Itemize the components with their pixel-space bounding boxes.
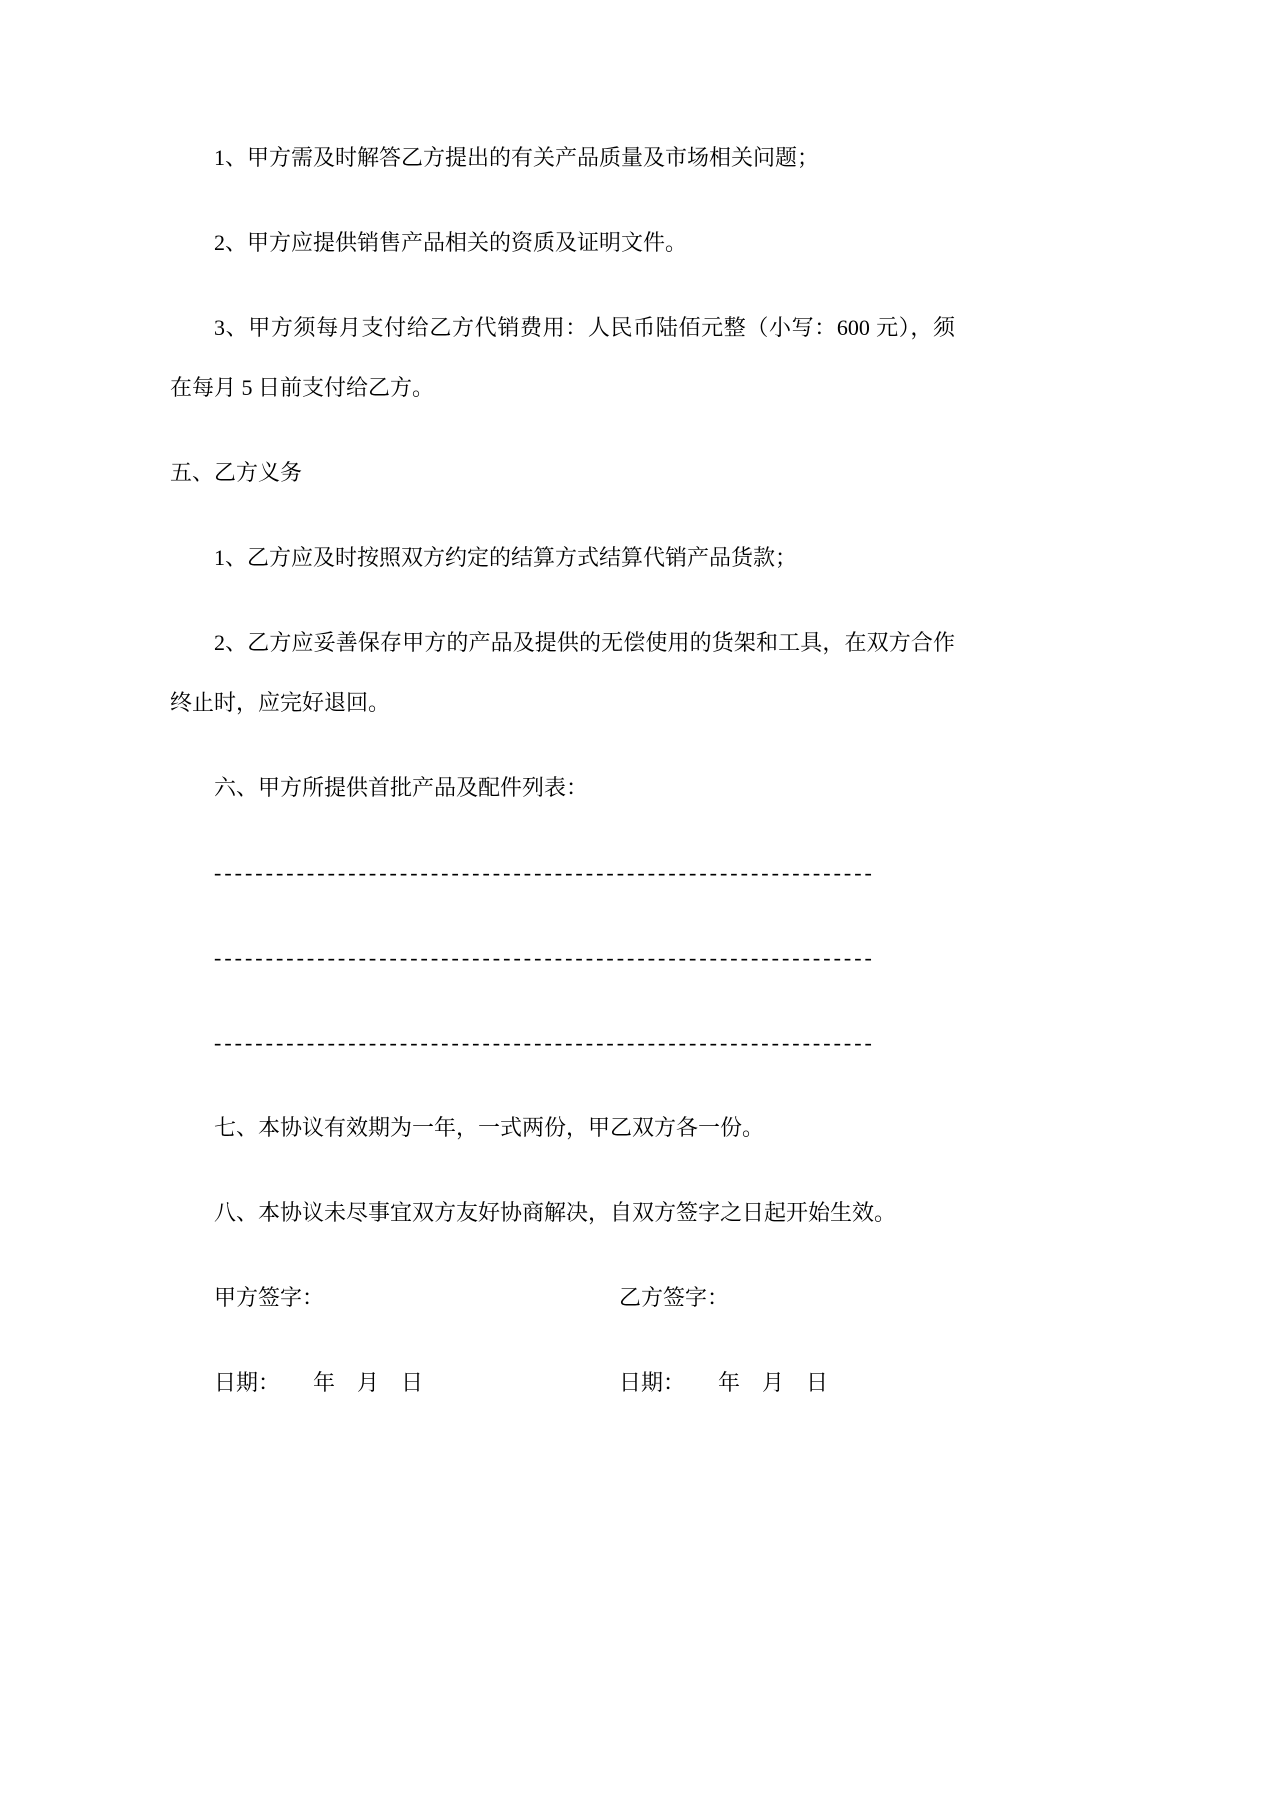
party-a-date-label: 日期： 年 月 日: [214, 1370, 424, 1395]
section-7-clause: 七、本协议有效期为一年，一式两份，甲乙双方各一份。: [214, 1115, 765, 1140]
party-a-signature-label: 甲方签字：: [214, 1285, 325, 1310]
signature-labels-row: [170, 1268, 1120, 1328]
section-8-clause: 八、本协议未尽事宜双方友好协商解决，自双方签字之日起开始生效。: [214, 1200, 897, 1225]
section-5-heading: 五、乙方义务: [170, 460, 303, 485]
clause-party-b-obligation-2: 2、乙方应妥善保存甲方的产品及提供的无偿使用的货架和工具，在双方合作终止时，应完好退回。: [170, 630, 955, 715]
clause-party-a-obligation-1: 1、甲方需及时解答乙方提出的有关产品质量及市场相关问题；: [214, 145, 820, 170]
section-6-heading: 六、甲方所提供首批产品及配件列表：: [214, 775, 589, 800]
party-b-date-label: 日期： 年 月 日: [619, 1370, 829, 1395]
signature-dates-row: [170, 1353, 1120, 1413]
fill-in-blank-line-2: ----------------------------------------------------------------: [214, 945, 875, 970]
clause-party-a-obligation-2: 2、甲方应提供销售产品相关的资质及证明文件。: [214, 230, 688, 255]
clause-party-b-obligation-1: 1、乙方应及时按照双方约定的结算方式结算代销产品货款；: [214, 545, 798, 570]
party-b-signature-label: 乙方签字：: [619, 1285, 730, 1310]
fill-in-blank-line-1: ----------------------------------------------------------------: [214, 860, 875, 885]
clause-party-a-obligation-3: 3、甲方须每月支付给乙方代销费用：人民币陆佰元整（小写：600 元），须在每月 5 日前支付给乙方。: [170, 315, 955, 400]
fill-in-blank-line-3: ----------------------------------------------------------------: [214, 1030, 875, 1055]
